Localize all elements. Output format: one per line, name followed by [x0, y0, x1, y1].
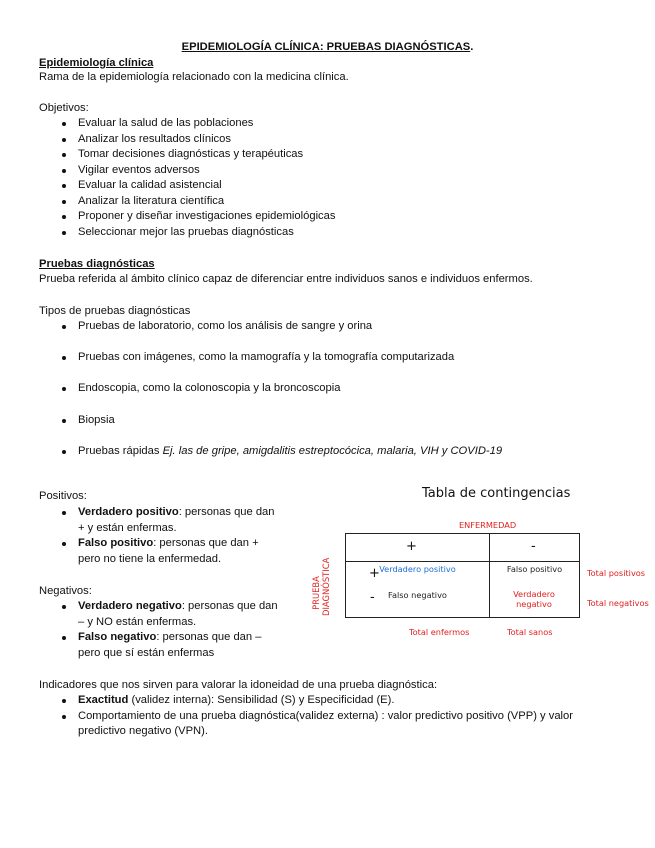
positives-list	[39, 505, 275, 567]
list-item: Tomar decisiones diagnósticas y terapéuticas	[39, 147, 335, 163]
list-item: Analizar la literatura científica	[39, 194, 335, 210]
list-item: Proponer y diseñar investigaciones epidemiológicas	[39, 209, 335, 225]
list-item: Falso negativo: personas que dan – pero que sí están enfermas	[39, 630, 278, 661]
section-definition-epidemiologia: Rama de la epidemiología relacionado con la medicina clínica.	[39, 71, 349, 83]
row-plus-header: +	[369, 566, 380, 581]
test-types-list	[39, 319, 502, 475]
list-item: Evaluar la salud de las poblaciones	[39, 116, 335, 132]
page-title: EPIDEMIOLOGÍA CLÍNICA: PRUEBAS DIAGNÓSTICAS.	[181, 41, 474, 53]
cell-false-positive: Falso positivo	[506, 564, 563, 574]
list-item: Evaluar la calidad asistencial	[39, 178, 335, 194]
table-divider-vertical	[489, 534, 490, 617]
section-definition-pruebas: Prueba referida al ámbito clínico capaz de diferenciar entre individuos sanos e individuos enfermos.	[39, 273, 533, 285]
objectives-list	[39, 116, 335, 240]
positives-label: Positivos:	[39, 490, 87, 502]
list-item: Pruebas con imágenes, como la mamografía y la tomografía computarizada	[39, 350, 502, 365]
list-item: Comportamiento de una prueba diagnóstica(validez externa) : valor predictivo positivo (VPP) y valor predictivo negativo (VPN).	[39, 709, 619, 740]
list-item: Exactitud (validez interna): Sensibilidad (S) y Especificidad (E).	[39, 693, 619, 709]
section-heading-pruebas: Pruebas diagnósticas	[39, 258, 155, 270]
contingency-table	[345, 533, 580, 618]
list-item: Analizar los resultados clínicos	[39, 132, 335, 148]
objectives-label: Objetivos:	[39, 102, 89, 114]
column-header-enfermedad: ENFERMEDAD	[459, 520, 517, 530]
section-heading-epidemiologia: Epidemiología clínica	[39, 57, 154, 69]
negatives-list	[39, 599, 278, 661]
contingency-table-title: Tabla de contingencias	[422, 486, 571, 501]
row-header-prueba-diagnostica: PRUEBA DIAGNÓSTICA	[311, 557, 331, 616]
list-item: Seleccionar mejor las pruebas diagnósticas	[39, 225, 335, 241]
cell-true-positive: Verdadero positivo	[379, 564, 456, 574]
negatives-label: Negativos:	[39, 585, 92, 597]
table-divider-horizontal	[346, 561, 579, 562]
row-minus-header: -	[370, 590, 375, 605]
total-positives-label: Total positivos	[587, 568, 646, 578]
cell-true-negative: Verdadero negativo	[513, 589, 555, 609]
total-sick-label: Total enfermos	[409, 627, 470, 637]
list-item: Biopsia	[39, 413, 502, 428]
indicators-intro: Indicadores que nos sirven para valorar la idoneidad de una prueba diagnóstica:	[39, 679, 438, 691]
list-item: Verdadero negativo: personas que dan – y NO están enfermas.	[39, 599, 278, 630]
list-item: Endoscopia, como la colonoscopia y la broncoscopia	[39, 381, 502, 396]
list-item: Falso positivo: personas que dan + pero no tiene la enfermedad.	[39, 536, 275, 567]
list-item: Pruebas de laboratorio, como los análisis de sangre y orina	[39, 319, 502, 334]
types-label: Tipos de pruebas diagnósticas	[39, 305, 191, 317]
column-plus-header: +	[406, 539, 417, 554]
column-minus-header: -	[531, 539, 536, 554]
total-healthy-label: Total sanos	[507, 627, 553, 637]
indicators-list	[39, 693, 619, 740]
total-negatives-label: Total negativos	[587, 598, 649, 608]
list-item: Vigilar eventos adversos	[39, 163, 335, 179]
list-item: Pruebas rápidas Ej. las de gripe, amigdalitis estreptocócica, malaria, VIH y COVID-19	[39, 444, 502, 459]
cell-false-negative: Falso negativo	[388, 590, 447, 600]
list-item: Verdadero positivo: personas que dan + y están enfermas.	[39, 505, 275, 536]
